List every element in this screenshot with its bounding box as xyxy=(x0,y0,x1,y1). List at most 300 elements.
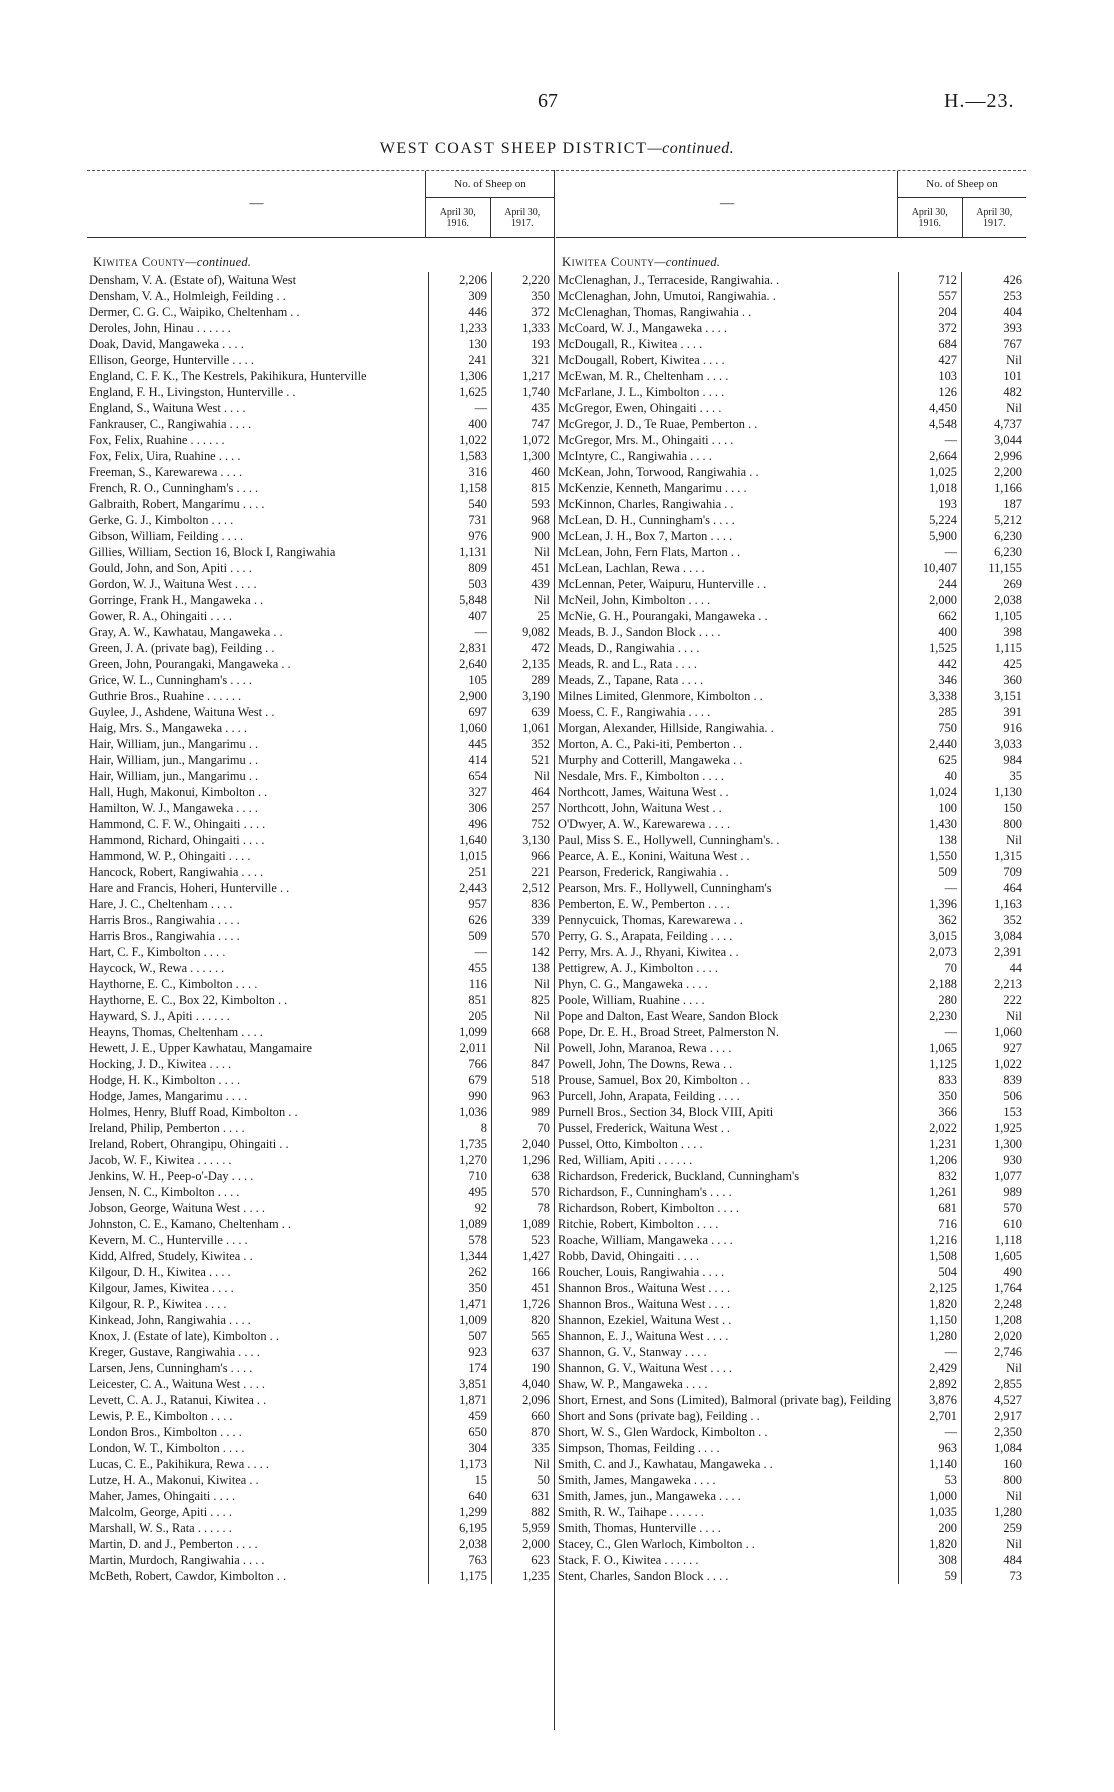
table-row xyxy=(556,1360,1026,1376)
sheep-1916: 362 xyxy=(898,912,961,928)
table-row xyxy=(87,1504,554,1520)
sheep-1916: 4,548 xyxy=(898,416,961,432)
owner-name: Galbraith, Robert, Mangarimu . . . . xyxy=(89,497,265,511)
owner-name: Kreger, Gustave, Rangiwahia . . . . xyxy=(89,1345,260,1359)
table-row xyxy=(87,272,554,288)
sheep-1917: 166 xyxy=(491,1264,554,1280)
sheep-1917: 1,115 xyxy=(961,640,1026,656)
owner-name: England, S., Waituna West . . . . xyxy=(89,401,246,415)
table-row xyxy=(556,1200,1026,1216)
sheep-1917: 610 xyxy=(961,1216,1026,1232)
table-row xyxy=(87,1424,554,1440)
table-row xyxy=(87,640,554,656)
sheep-1917: 160 xyxy=(961,1456,1026,1472)
sheep-1917: 426 xyxy=(961,272,1026,288)
table-row xyxy=(556,1040,1026,1056)
owner-name: Robb, David, Ohingaiti . . . . xyxy=(558,1249,700,1263)
sheep-1916: 306 xyxy=(428,800,491,816)
sheep-1916: 15 xyxy=(428,1472,491,1488)
table-row xyxy=(87,1136,554,1152)
sheep-1917: 3,044 xyxy=(961,432,1026,448)
sheep-1916: — xyxy=(898,432,961,448)
sheep-1916: 503 xyxy=(428,576,491,592)
sheep-1916: 455 xyxy=(428,960,491,976)
sheep-1917: 472 xyxy=(491,640,554,656)
sheep-1916: 1,471 xyxy=(428,1296,491,1312)
sheep-1916: 3,851 xyxy=(428,1376,491,1392)
table-row xyxy=(87,480,554,496)
owner-name: Powell, John, The Downs, Rewa . . xyxy=(558,1057,733,1071)
sheep-1917: 70 xyxy=(491,1120,554,1136)
table-row xyxy=(87,1328,554,1344)
sheep-1917: Nil xyxy=(961,352,1026,368)
sheep-1916: 138 xyxy=(898,832,961,848)
sheep-1916: 2,011 xyxy=(428,1040,491,1056)
owner-name: Pettigrew, A. J., Kimbolton . . . . xyxy=(558,961,718,975)
owner-name: Murphy and Cotterill, Mangaweka . . xyxy=(558,753,743,767)
sheep-label: No. of Sheep on xyxy=(426,171,554,198)
sheep-1917: 800 xyxy=(961,1472,1026,1488)
sheep-1917: 518 xyxy=(491,1072,554,1088)
sheep-1917: Nil xyxy=(491,592,554,608)
year-1916-header: April 30, 1916. xyxy=(439,207,476,229)
table-row xyxy=(87,512,554,528)
sheep-1917: 963 xyxy=(491,1088,554,1104)
sheep-1916: 70 xyxy=(898,960,961,976)
owner-name: Nesdale, Mrs. F., Kimbolton . . . . xyxy=(558,769,724,783)
sheep-1916: 193 xyxy=(898,496,961,512)
owner-name: McCoard, W. J., Mangaweka . . . . xyxy=(558,321,727,335)
sheep-1917: 101 xyxy=(961,368,1026,384)
owner-name: Levett, C. A. J., Ratanui, Kiwitea . . xyxy=(89,1393,267,1407)
sheep-1916: 1,173 xyxy=(428,1456,491,1472)
title-continued: —continued. xyxy=(647,140,735,157)
table-header xyxy=(87,171,554,238)
sheep-1917: 2,135 xyxy=(491,656,554,672)
owner-name: McEwan, M. R., Cheltenham . . . . xyxy=(558,369,729,383)
table-row xyxy=(556,976,1026,992)
table-row xyxy=(556,1520,1026,1536)
table-row xyxy=(87,656,554,672)
owner-name: Short and Sons (private bag), Feilding . . xyxy=(558,1409,760,1423)
sheep-1917: 289 xyxy=(491,672,554,688)
table-row xyxy=(556,1104,1026,1120)
sheep-1917: 1,217 xyxy=(491,368,554,384)
sheep-1916: 100 xyxy=(898,800,961,816)
sheep-1916: 1,216 xyxy=(898,1232,961,1248)
sheep-1916: 1,261 xyxy=(898,1184,961,1200)
owner-name: Hamilton, W. J., Mangaweka . . . . xyxy=(89,801,258,815)
sheep-1917: 1,300 xyxy=(961,1136,1026,1152)
owner-name: Pemberton, E. W., Pemberton . . . . xyxy=(558,897,730,911)
table-row xyxy=(87,1344,554,1360)
table-row xyxy=(556,1376,1026,1392)
owner-name: Densham, V. A. (Estate of), Waituna West xyxy=(89,273,297,287)
sheep-1916: 507 xyxy=(428,1328,491,1344)
sheep-1917: 350 xyxy=(491,288,554,304)
table-row xyxy=(87,1552,554,1568)
sheep-1917: 631 xyxy=(491,1488,554,1504)
owner-name: Deroles, John, Hinau . . . . . . xyxy=(89,321,231,335)
table-row xyxy=(87,1440,554,1456)
sheep-1917: 984 xyxy=(961,752,1026,768)
sheep-1917: 638 xyxy=(491,1168,554,1184)
table-row xyxy=(87,576,554,592)
table-row xyxy=(87,1456,554,1472)
sheep-1917: 142 xyxy=(491,944,554,960)
table-row xyxy=(87,848,554,864)
table-row xyxy=(87,1120,554,1136)
owner-name: McLean, D. H., Cunningham's . . . . xyxy=(558,513,735,527)
owner-name: Kilgour, James, Kiwitea . . . . xyxy=(89,1281,234,1295)
sheep-1917: 2,020 xyxy=(961,1328,1026,1344)
sheep-1916: 625 xyxy=(898,752,961,768)
sheep-1916: — xyxy=(428,624,491,640)
sheep-1917: 425 xyxy=(961,656,1026,672)
table-row xyxy=(87,1152,554,1168)
sheep-1917: 1,764 xyxy=(961,1280,1026,1296)
table-row xyxy=(87,384,554,400)
table-row xyxy=(556,944,1026,960)
owner-name: McNie, G. H., Pourangaki, Mangaweka . . xyxy=(558,609,768,623)
table-row xyxy=(556,1488,1026,1504)
sheep-1917: 1,333 xyxy=(491,320,554,336)
sheep-1917: 2,220 xyxy=(491,272,554,288)
sheep-1916: 2,892 xyxy=(898,1376,961,1392)
table-row xyxy=(87,960,554,976)
table-body xyxy=(556,238,1026,1584)
table-row xyxy=(556,1296,1026,1312)
table-row xyxy=(87,1104,554,1120)
sheep-1917: 1,427 xyxy=(491,1248,554,1264)
sheep-1916: — xyxy=(428,400,491,416)
owner-name: Gordon, W. J., Waituna West . . . . xyxy=(89,577,257,591)
table-row xyxy=(87,1392,554,1408)
sheep-1916: 1,396 xyxy=(898,896,961,912)
title-main: WEST COAST SHEEP DISTRICT xyxy=(379,140,648,157)
sheep-1916: 1,018 xyxy=(898,480,961,496)
sheep-1916: 2,022 xyxy=(898,1120,961,1136)
owner-name: Lucas, C. E., Pakihikura, Rewa . . . . xyxy=(89,1457,269,1471)
owner-name: Grice, W. L., Cunningham's . . . . xyxy=(89,673,252,687)
table-row xyxy=(87,928,554,944)
table-row xyxy=(87,976,554,992)
sheep-1916: 1,131 xyxy=(428,544,491,560)
table-row xyxy=(87,896,554,912)
table-row xyxy=(87,800,554,816)
sheep-1917: 153 xyxy=(961,1104,1026,1120)
owner-name: McLean, John, Fern Flats, Marton . . xyxy=(558,545,741,559)
sheep-1916: 3,338 xyxy=(898,688,961,704)
owner-name: Pussel, Frederick, Waituna West . . xyxy=(558,1121,731,1135)
table-row xyxy=(556,880,1026,896)
owner-name: Hancock, Robert, Rangiwahia . . . . xyxy=(89,865,264,879)
owner-name: Lutze, H. A., Makonui, Kiwitea . . xyxy=(89,1473,259,1487)
table-row xyxy=(87,608,554,624)
owner-name: Shannon, E. J., Waituna West . . . . xyxy=(558,1329,729,1343)
sheep-1917: 1,077 xyxy=(961,1168,1026,1184)
table-row xyxy=(87,1200,554,1216)
sheep-1916: 650 xyxy=(428,1424,491,1440)
table-row xyxy=(87,1088,554,1104)
sheep-1917: 2,512 xyxy=(491,880,554,896)
sheep-1916: 957 xyxy=(428,896,491,912)
owner-name: Kilgour, R. P., Kiwitea . . . . xyxy=(89,1297,227,1311)
owner-name: Haythorne, E. C., Kimbolton . . . . xyxy=(89,977,258,991)
sheep-1916: 1,206 xyxy=(898,1152,961,1168)
owner-name: Meads, B. J., Sandon Block . . . . xyxy=(558,625,721,639)
table-row xyxy=(556,624,1026,640)
owner-name: Ellison, George, Hunterville . . . . xyxy=(89,353,254,367)
table-row xyxy=(87,1488,554,1504)
sheep-1916: 1,525 xyxy=(898,640,961,656)
table-row xyxy=(87,864,554,880)
owner-name: Maher, James, Ohingaiti . . . . xyxy=(89,1489,236,1503)
sheep-1916: 679 xyxy=(428,1072,491,1088)
sheep-1916: 2,443 xyxy=(428,880,491,896)
table-row xyxy=(87,400,554,416)
table-row xyxy=(556,352,1026,368)
owner-name: Shannon Bros., Waituna West . . . . xyxy=(558,1281,731,1295)
sheep-1916: 1,508 xyxy=(898,1248,961,1264)
table-row xyxy=(87,1568,554,1584)
sheep-1917: Nil xyxy=(491,1040,554,1056)
sheep-1916: 262 xyxy=(428,1264,491,1280)
owner-name: French, R. O., Cunningham's . . . . xyxy=(89,481,259,495)
table-row xyxy=(556,496,1026,512)
table-row xyxy=(87,1216,554,1232)
owner-name: Johnston, C. E., Kamano, Cheltenham . . xyxy=(89,1217,292,1231)
sheep-1916: 504 xyxy=(898,1264,961,1280)
table-row xyxy=(556,1280,1026,1296)
table-row xyxy=(87,784,554,800)
sheep-1917: 2,040 xyxy=(491,1136,554,1152)
owner-name: Smith, R. W., Taihape . . . . . . xyxy=(558,1505,704,1519)
sheep-1916: 809 xyxy=(428,560,491,576)
sheep-1917: Nil xyxy=(491,768,554,784)
owner-name: Hammond, C. F. W., Ohingaiti . . . . xyxy=(89,817,266,831)
owner-name: Kevern, M. C., Hunterville . . . . xyxy=(89,1233,248,1247)
owner-name: Prouse, Samuel, Box 20, Kimbolton . . xyxy=(558,1073,750,1087)
owner-name: Roucher, Louis, Rangiwahia . . . . xyxy=(558,1265,725,1279)
owner-name: Kinkead, John, Rangiwahia . . . . xyxy=(89,1313,251,1327)
sheep-1916: 116 xyxy=(428,976,491,992)
owner-name: London, W. T., Kimbolton . . . . xyxy=(89,1441,245,1455)
sheep-1917: 193 xyxy=(491,336,554,352)
sheep-1917: 35 xyxy=(961,768,1026,784)
sheep-1917: 221 xyxy=(491,864,554,880)
table-row xyxy=(556,1072,1026,1088)
owner-name: Haycock, W., Rewa . . . . . . xyxy=(89,961,225,975)
table-row xyxy=(556,1232,1026,1248)
table-row xyxy=(556,1024,1026,1040)
sheep-1917: Nil xyxy=(961,1360,1026,1376)
sheep-1917: 352 xyxy=(961,912,1026,928)
sheep-1917: 521 xyxy=(491,752,554,768)
table-row xyxy=(87,624,554,640)
sheep-1917: 916 xyxy=(961,720,1026,736)
owner-name: Ireland, Philip, Pemberton . . . . xyxy=(89,1121,245,1135)
sheep-1917: 752 xyxy=(491,816,554,832)
table-row xyxy=(556,448,1026,464)
table-row xyxy=(556,1424,1026,1440)
owner-name: Pearson, Frederick, Rangiwahia . . xyxy=(558,865,729,879)
owner-name: McGregor, J. D., Te Ruae, Pemberton . . xyxy=(558,417,758,431)
sheep-1916: 684 xyxy=(898,336,961,352)
sheep-1916: 1,280 xyxy=(898,1328,961,1344)
table-row xyxy=(87,1376,554,1392)
sheep-1916: 5,224 xyxy=(898,512,961,528)
owner-name: Hart, C. F., Kimbolton . . . . xyxy=(89,945,226,959)
table-row xyxy=(87,560,554,576)
sheep-1917: 138 xyxy=(491,960,554,976)
sheep-1917: 2,855 xyxy=(961,1376,1026,1392)
owner-name: McKinnon, Charles, Rangiwahia . . xyxy=(558,497,734,511)
owner-name: Hare and Francis, Hoheri, Hunterville . . xyxy=(89,881,290,895)
sheep-1916: 626 xyxy=(428,912,491,928)
owner-name: Haig, Mrs. S., Mangaweka . . . . xyxy=(89,721,247,735)
sheep-1916: 923 xyxy=(428,1344,491,1360)
sheep-1917: Nil xyxy=(961,1008,1026,1024)
sheep-1917: Nil xyxy=(961,1488,1026,1504)
table-row xyxy=(556,1264,1026,1280)
sheep-1917: Nil xyxy=(491,1008,554,1024)
sheep-1917: 4,737 xyxy=(961,416,1026,432)
table-row xyxy=(87,1168,554,1184)
owner-name: Hair, William, jun., Mangarimu . . xyxy=(89,769,259,783)
table-row xyxy=(87,752,554,768)
sheep-count-header xyxy=(897,171,1026,237)
sheep-1916: 851 xyxy=(428,992,491,1008)
owner-name: Shannon, G. V., Waituna West . . . . xyxy=(558,1361,732,1375)
sheep-1916: 2,206 xyxy=(428,272,491,288)
table-row xyxy=(556,400,1026,416)
sheep-1916: 251 xyxy=(428,864,491,880)
owner-name: McDougall, Robert, Kiwitea . . . . xyxy=(558,353,725,367)
table-row xyxy=(556,304,1026,320)
owner-name: Meads, R. and L., Rata . . . . xyxy=(558,657,698,671)
owner-name: McClenaghan, J., Terraceside, Rangiwahia. . xyxy=(558,273,780,287)
table-row xyxy=(87,496,554,512)
table-row xyxy=(87,1472,554,1488)
table-row xyxy=(556,1344,1026,1360)
sheep-1917: 593 xyxy=(491,496,554,512)
sheep-1916: 1,306 xyxy=(428,368,491,384)
sheep-1916: 92 xyxy=(428,1200,491,1216)
table-row xyxy=(556,1136,1026,1152)
sheep-1916: 5,900 xyxy=(898,528,961,544)
sheep-1916: 557 xyxy=(898,288,961,304)
sheep-1916: — xyxy=(898,1344,961,1360)
sheep-1917: 2,000 xyxy=(491,1536,554,1552)
owner-name: Jenkins, W. H., Peep-o'-Day . . . . xyxy=(89,1169,254,1183)
table-row xyxy=(556,960,1026,976)
table-row xyxy=(87,544,554,560)
sheep-1916: 316 xyxy=(428,464,491,480)
owner-name: Red, William, Apiti . . . . . . xyxy=(558,1153,693,1167)
owner-name: Perry, Mrs. A. J., Rhyani, Kiwitea . . xyxy=(558,945,739,959)
table-row xyxy=(556,384,1026,400)
owner-name: Harris Bros., Rangiwahia . . . . xyxy=(89,929,240,943)
owner-name: McDougall, R., Kiwitea . . . . xyxy=(558,337,703,351)
sheep-1916: 241 xyxy=(428,352,491,368)
table-row xyxy=(556,560,1026,576)
owner-name: McIntyre, C., Rangiwahia . . . . xyxy=(558,449,712,463)
owner-name: Freeman, S., Karewarewa . . . . xyxy=(89,465,243,479)
owner-name: Knox, J. (Estate of late), Kimbolton . . xyxy=(89,1329,279,1343)
sheep-1917: 966 xyxy=(491,848,554,864)
table-row xyxy=(556,288,1026,304)
owner-name: Stent, Charles, Sandon Block . . . . xyxy=(558,1569,729,1583)
owner-name: McKean, John, Torwood, Rangiwahia . . xyxy=(558,465,759,479)
owner-name: Holmes, Henry, Bluff Road, Kimbolton . . xyxy=(89,1105,298,1119)
page-title xyxy=(0,140,1114,158)
sheep-1917: 464 xyxy=(961,880,1026,896)
sheep-1917: 5,959 xyxy=(491,1520,554,1536)
owner-name: Jensen, N. C., Kimbolton . . . . xyxy=(89,1185,240,1199)
sheep-1916: 990 xyxy=(428,1088,491,1104)
sheep-1917: 404 xyxy=(961,304,1026,320)
owner-name: Hall, Hugh, Makonui, Kimbolton . . xyxy=(89,785,268,799)
sheep-1917: 506 xyxy=(961,1088,1026,1104)
sheep-1916: 414 xyxy=(428,752,491,768)
owner-name: McClenaghan, John, Umutoi, Rangiwahia. . xyxy=(558,289,776,303)
sheep-1917: 1,061 xyxy=(491,720,554,736)
table-row xyxy=(556,576,1026,592)
owner-name: Pennycuick, Thomas, Karewarewa . . xyxy=(558,913,743,927)
sheep-1917: 1,130 xyxy=(961,784,1026,800)
sheep-1917: 989 xyxy=(491,1104,554,1120)
table-row xyxy=(556,1120,1026,1136)
sheep-1916: 346 xyxy=(898,672,961,688)
table-row xyxy=(87,528,554,544)
sheep-1917: 339 xyxy=(491,912,554,928)
sheep-1916: 681 xyxy=(898,1200,961,1216)
table-row xyxy=(556,592,1026,608)
owner-name: Guthrie Bros., Ruahine . . . . . . xyxy=(89,689,242,703)
table-row xyxy=(556,1472,1026,1488)
owner-name: Hammond, Richard, Ohingaiti . . . . xyxy=(89,833,265,847)
owner-name: Paul, Miss S. E., Hollywell, Cunningham's. . xyxy=(558,833,780,847)
owner-name: Fox, Felix, Ruahine . . . . . . xyxy=(89,433,225,447)
table-row xyxy=(87,464,554,480)
owner-name: Smith, C. and J., Kawhatau, Mangaweka . . xyxy=(558,1457,773,1471)
sheep-1916: 400 xyxy=(428,416,491,432)
table-row xyxy=(87,1312,554,1328)
sheep-1916: 1,158 xyxy=(428,480,491,496)
sheep-1917: 1,280 xyxy=(961,1504,1026,1520)
sheep-1916: 750 xyxy=(898,720,961,736)
sheep-1917: Nil xyxy=(961,832,1026,848)
sheep-1916: 1,430 xyxy=(898,816,961,832)
sheep-1917: 930 xyxy=(961,1152,1026,1168)
table-row xyxy=(87,336,554,352)
sheep-1916: 200 xyxy=(898,1520,961,1536)
owner-name: Poole, William, Ruahine . . . . xyxy=(558,993,705,1007)
table-row xyxy=(556,1392,1026,1408)
sheep-1916: 205 xyxy=(428,1008,491,1024)
sheep-1917: 391 xyxy=(961,704,1026,720)
owner-name: Smith, Thomas, Hunterville . . . . xyxy=(558,1521,721,1535)
table-row xyxy=(87,832,554,848)
owner-name: Meads, D., Rangiwahia . . . . xyxy=(558,641,700,655)
sheep-1917: 3,084 xyxy=(961,928,1026,944)
sheep-1916: 4,450 xyxy=(898,400,961,416)
owner-name: Gibson, William, Feilding . . . . xyxy=(89,529,244,543)
table-row xyxy=(556,432,1026,448)
owner-name: Jobson, George, Waituna West . . . . xyxy=(89,1201,265,1215)
sheep-1917: 2,213 xyxy=(961,976,1026,992)
